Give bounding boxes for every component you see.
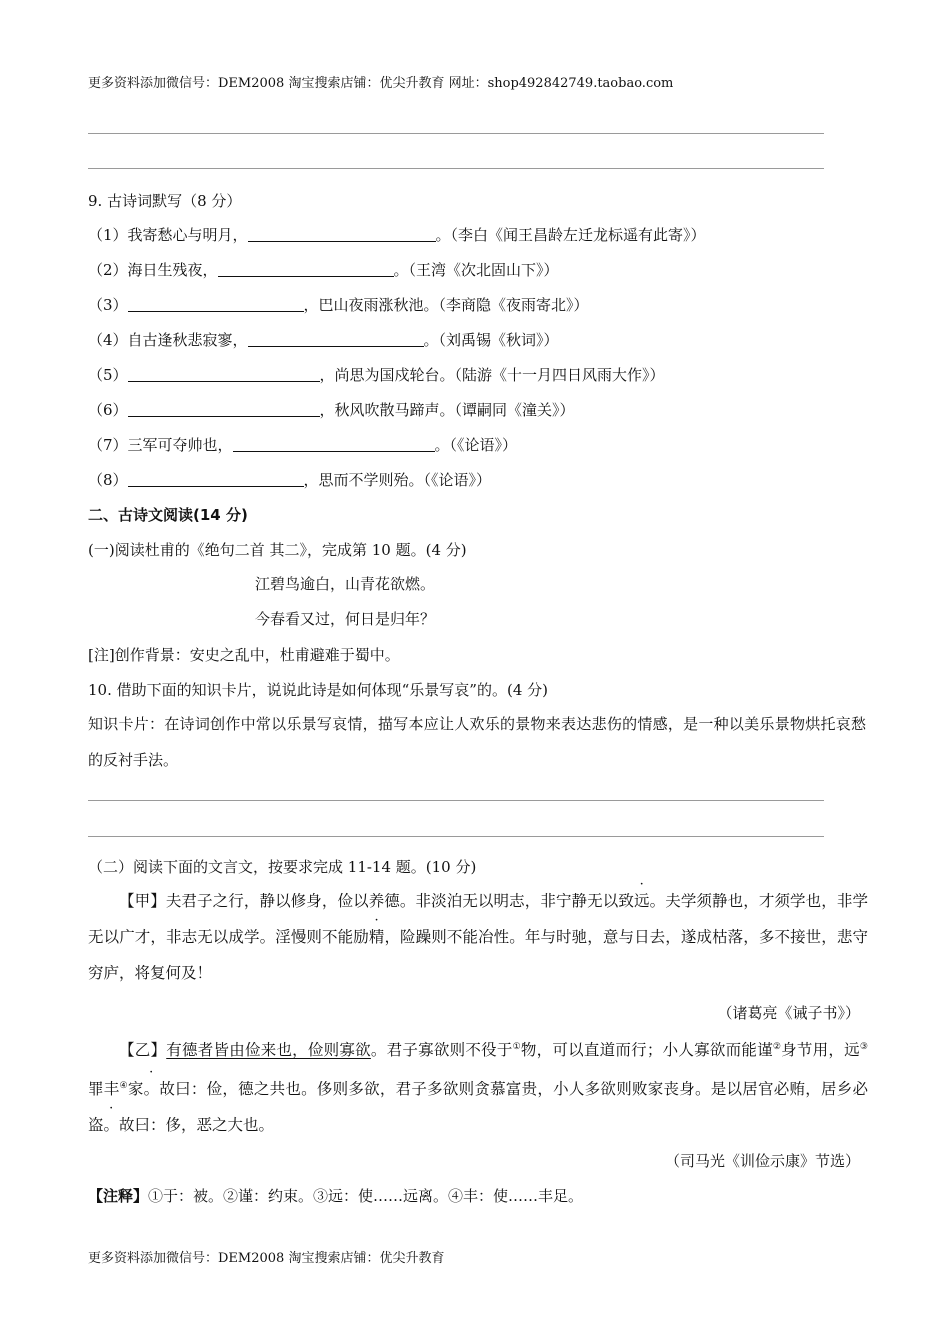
emphasis-char: 盗 <box>88 1116 104 1135</box>
part1-intro: (一)阅读杜甫的《绝句二首 其二》，完成第 10 题。(4 分) <box>88 541 467 559</box>
knowledge-card: 知识卡片：在诗词创作中常以乐景写哀情，描写本应让人欢乐的景物来表达悲伤的情感，是一种以美乐景物烘托哀愁的反衬手法。 <box>88 715 866 769</box>
q9-item-5: （5） ，尚思为国戍轮台。（陆游《十一月四日风雨大作》） <box>88 366 665 384</box>
fill-blank[interactable] <box>233 437 435 452</box>
fill-blank[interactable] <box>128 472 304 487</box>
annotations: 【注释】①于：被。②谨：约束。③远：使……远离。④丰：使……丰足。 <box>88 1187 584 1205</box>
poem-line-2: 今春看又过，何日是归年？ <box>255 610 436 628</box>
fill-blank[interactable] <box>218 262 394 277</box>
q9-item-7: （7）三军可夺帅也， 。（《论语》） <box>88 436 518 454</box>
emphasis-char: 励 <box>353 928 369 946</box>
yi-source: （司马光《训俭示康》节选） <box>664 1152 860 1170</box>
fill-blank[interactable] <box>128 297 304 312</box>
q9-item-6: （6） ，秋风吹散马蹄声。（谭嗣同《潼关》） <box>88 401 575 419</box>
q9-item-2: （2）海日生残夜， 。（王湾《次北固山下》） <box>88 261 559 279</box>
section-2-title: 二、古诗文阅读(14 分) <box>88 506 248 524</box>
poem-note: [注]创作背景：安史之乱中，杜甫避难于蜀中。 <box>88 646 400 664</box>
answer-line <box>88 836 824 837</box>
q10-text: 10. 借助下面的知识卡片，说说此诗是如何体现“乐景写哀”的。(4 分) <box>88 681 548 699</box>
underlined-sentence: 有德者皆由俭来也，俭则寡欲 <box>166 1041 371 1060</box>
page-header: 更多资料添加微信号：DEM2008 淘宝搜索店铺：优尖升教育 网址：shop492842749.taobao.com <box>88 76 674 91</box>
passage-jia: 【甲】夫君子之行，静以修身，俭以养德。非淡泊无以明志，非宁静无以致远。夫学须静也，才须学也，非学无以广才，非志无以成学。淫慢则不能励精，险躁则不能冶性。年与时驰，意与日去，遂成枯落，多不接世，悲守穷庐，将复何及！ <box>88 892 868 982</box>
q9-item-1: （1）我寄愁心与明月， 。（李白《闻王昌龄左迁龙标遥有此寄》） <box>88 226 706 244</box>
fill-blank[interactable] <box>128 367 320 382</box>
fill-blank[interactable] <box>248 332 424 347</box>
answer-line <box>88 133 824 134</box>
emphasis-char: 家 <box>127 1080 144 1099</box>
emphasis-char: 致 <box>618 892 634 910</box>
fill-blank[interactable] <box>128 402 320 417</box>
q9-item-4: （4）自古逢秋悲寂寥， 。（刘禹锡《秋词》） <box>88 331 559 349</box>
q9-item-3: （3） ，巴山夜雨涨秋池。（李商隐《夜雨寄北》） <box>88 296 589 314</box>
q9-title: 9. 古诗词默写（8 分） <box>88 192 242 210</box>
q9-item-8: （8） ，思而不学则殆。（《论语》） <box>88 471 492 489</box>
part2-intro: （二）阅读下面的文言文，按要求完成 11-14 题。(10 分) <box>88 858 477 876</box>
answer-line <box>88 168 824 169</box>
passage-yi: 【乙】有德者皆由俭来也，俭则寡欲。君子寡欲则不役于①物，可以直道而行；小人寡欲而能谨②身节用，远③罪丰④家。故曰：俭，德之共也。侈则多欲，君子多欲则贪慕富贵，小人多欲则败家丧身。是以居官必贿，居乡必盗。故曰：侈，恶之大也。 <box>88 1041 868 1135</box>
passage-label: 【乙】 <box>119 1041 167 1060</box>
annotations-label: 【注释】 <box>88 1187 149 1205</box>
poem-line-1: 江碧鸟逾白，山青花欲燃。 <box>255 575 436 593</box>
passage-label: 【甲】 <box>119 892 166 910</box>
page-footer: 更多资料添加微信号：DEM2008 淘宝搜索店铺：优尖升教育 <box>88 1251 445 1266</box>
fill-blank[interactable] <box>248 227 436 242</box>
jia-source: （诸葛亮《诫子书》） <box>717 1004 860 1022</box>
answer-line <box>88 800 824 801</box>
